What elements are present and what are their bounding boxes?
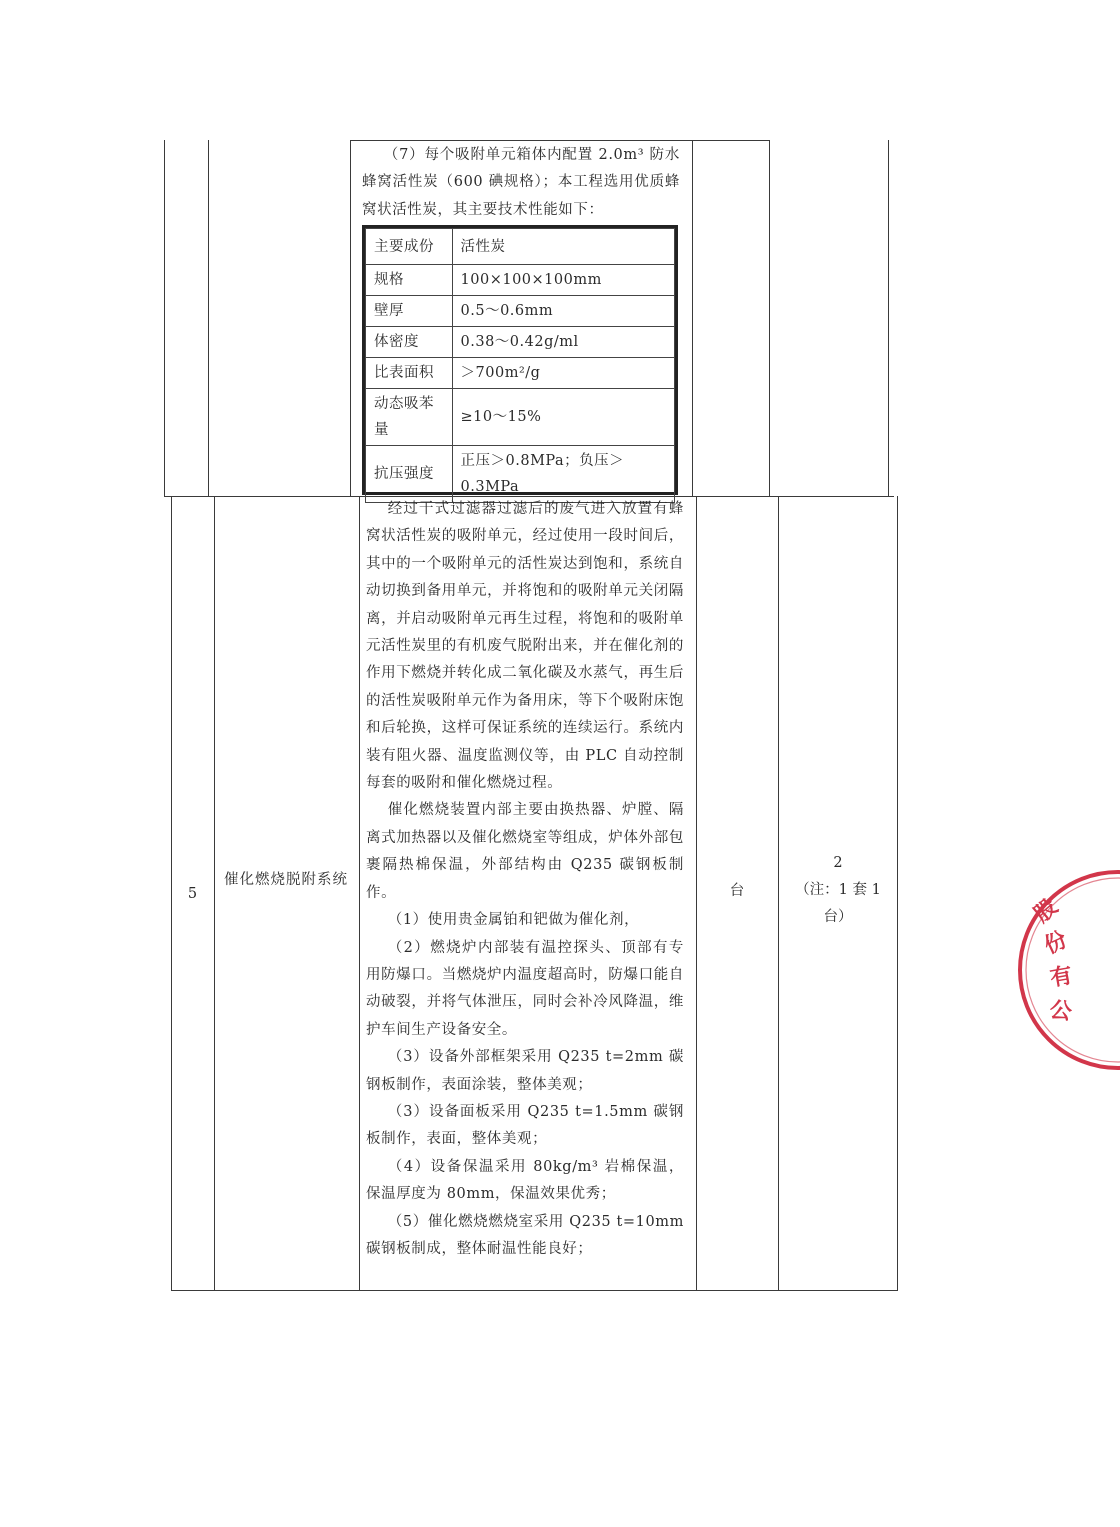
description-paragraph: （2）燃烧炉内部装有温控探头、顶部有专用防爆口。当燃烧炉内温度超高时，防爆口能自动破裂，并将气体泄压，同时会补冷风降温，维护车间生产设备安全。 — [366, 939, 684, 1038]
grid-line — [359, 496, 360, 1291]
grid-line — [897, 496, 898, 1291]
grid-line — [171, 1290, 898, 1291]
description-paragraph: （5）催化燃烧燃烧室采用 Q235 t=10mm 碳钢板制成，整体耐温性能良好； — [366, 1213, 684, 1257]
table-row — [366, 358, 675, 389]
table-row — [366, 446, 675, 503]
seal-char: 股 — [1029, 893, 1063, 928]
grid-line — [350, 140, 351, 497]
description-paragraph: （3）设备面板采用 Q235 t=1.5mm 碳钢板制作，表面，整体美观； — [366, 1103, 684, 1148]
spec-value: ＞700m²/g — [452, 358, 674, 389]
seal-char: 份 — [1040, 926, 1072, 960]
spec-key: 规格 — [366, 265, 453, 296]
activated-carbon-intro — [362, 142, 680, 224]
quantity-value: 2 — [833, 855, 843, 871]
spec-key: 体密度 — [366, 327, 453, 358]
system-description — [366, 496, 684, 1263]
table-row — [366, 229, 675, 265]
quantity-cell — [784, 850, 892, 931]
description-paragraph: （1）使用贵金属铂和钯做为催化剂， — [387, 912, 640, 929]
grid-line — [769, 140, 770, 497]
company-seal — [1000, 860, 1120, 1090]
spec-value: 100×100×100mm — [452, 265, 674, 296]
spec-key: 比表面积 — [366, 358, 453, 389]
table-row — [366, 327, 675, 358]
description-paragraph: 经过干式过滤器过滤后的废气进入放置有蜂窝状活性炭的吸附单元，经过使用一段时间后，其中的一个吸附单元的活性炭达到饱和，系统自动切换到备用单元，并将饱和的吸附单元关闭隔离，并启动吸附单元再生过程，将饱和的吸附单元活性炭里的有机废气脱附出来，并在催化剂的作用下燃烧并转化成二氧化碳及水蒸气，再生后的活性炭吸附单元作为备用床，等下个吸附床饱和后轮换，这样可保证系统的连续运行。系统内装有阻火器、温度监测仪等，由 PLC 自动控制每套的吸附和催化燃烧过程。 — [366, 501, 684, 792]
spec-value: 0.5～0.6mm — [452, 296, 674, 327]
description-paragraph: （4）设备保温采用 80kg/m³ 岩棉保温，保温厚度为 80mm，保温效果优秀； — [366, 1158, 684, 1203]
grid-line — [888, 140, 889, 497]
grid-line — [208, 140, 209, 497]
spec-key: 主要成份 — [366, 229, 453, 265]
seal-char: 有 — [1048, 962, 1075, 992]
spec-key: 抗压强度 — [366, 446, 453, 503]
quantity-note: （注：1 套 1 台） — [795, 882, 881, 925]
row-index: 5 — [187, 886, 198, 902]
table-row — [366, 265, 675, 296]
grid-line — [214, 496, 215, 1291]
table-row — [366, 389, 675, 446]
unit-cell: 台 — [729, 883, 745, 899]
spec-value: 0.38～0.42g/ml — [452, 327, 674, 358]
grid-line — [164, 140, 165, 497]
table-row — [366, 296, 675, 327]
spec-value: ≥10～15% — [452, 389, 674, 446]
grid-line — [692, 140, 693, 497]
description-paragraph: 催化燃烧装置内部主要由换热器、炉膛、隔离式加热器以及催化燃烧室等组成，炉体外部包裹隔热棉保温，外部结构由 Q235 碳钢板制作。 — [366, 802, 684, 901]
grid-line — [350, 140, 769, 141]
seal-char: 公 — [1048, 996, 1074, 1026]
grid-line — [778, 496, 779, 1291]
item-name: 催化燃烧脱附系统 — [224, 872, 348, 888]
description-paragraph: （3）设备外部框架采用 Q235 t=2mm 碳钢板制作，表面涂装，整体美观； — [366, 1049, 684, 1093]
spec-value: 正压＞0.8MPa；负压＞0.3MPa — [452, 446, 674, 503]
spec-key: 壁厚 — [366, 296, 453, 327]
spec-key: 动态吸苯量 — [366, 389, 453, 446]
activated-carbon-spec-table — [362, 225, 678, 495]
intro-paragraph: （7）每个吸附单元箱体内配置 2.0m³ 防水蜂窝活性炭（600 碘规格）；本工程选用优质蜂窝状活性炭，其主要技术性能如下： — [362, 147, 680, 218]
spec-value: 活性炭 — [452, 229, 674, 265]
